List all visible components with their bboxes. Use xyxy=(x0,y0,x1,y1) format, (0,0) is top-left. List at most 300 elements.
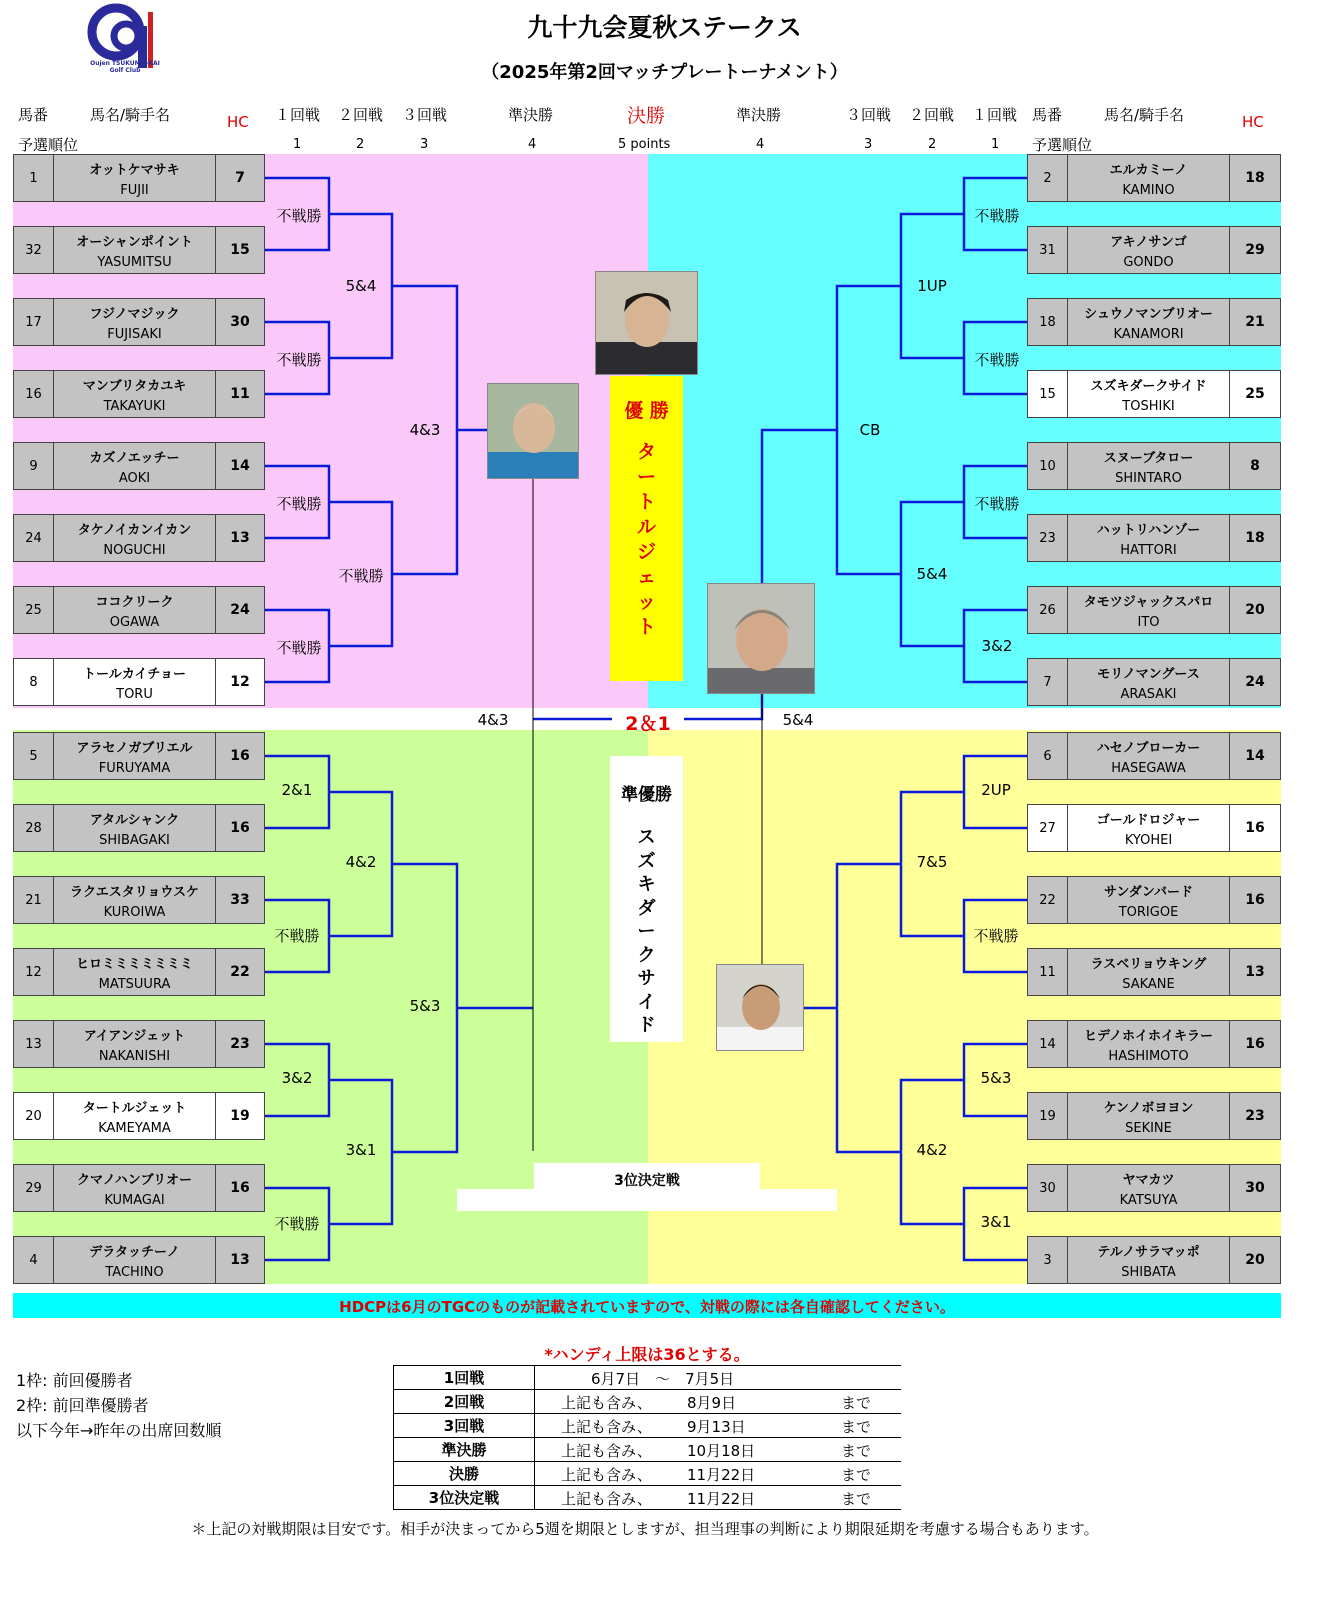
bracket-entry xyxy=(1027,442,1281,490)
header-sf-left: 準決勝 xyxy=(508,106,554,124)
horse-cell xyxy=(53,804,216,852)
seed-number: 7 xyxy=(1027,658,1068,706)
handicap: 13 xyxy=(215,1236,265,1284)
jockey-name: KYOHEI xyxy=(1124,833,1173,848)
jockey-name: SAKANE xyxy=(1122,977,1175,992)
horse-name: サンダンバード xyxy=(1103,885,1194,900)
handicap: 30 xyxy=(1229,1164,1281,1212)
name-char: ー xyxy=(636,466,656,488)
header-final: 決勝 xyxy=(627,105,666,127)
score-r3: 5&3 xyxy=(409,997,441,1015)
horse-name: ヤマカツ xyxy=(1122,1173,1175,1188)
points-r2-left: 2 xyxy=(356,137,365,152)
handicap: 24 xyxy=(215,586,265,634)
score-r1: 不戦勝 xyxy=(974,351,1020,369)
bracket-entry xyxy=(13,370,265,418)
bracket-entry xyxy=(13,154,265,202)
handicap: 7 xyxy=(215,154,265,202)
header-r3-right: ３回戦 xyxy=(846,106,892,124)
handicap: 18 xyxy=(1229,154,1281,202)
horse-name: モリノマングース xyxy=(1097,667,1200,682)
bracket-entry xyxy=(13,298,265,346)
handicap: 30 xyxy=(215,298,265,346)
horse-cell xyxy=(53,1236,216,1284)
bracket-entry xyxy=(13,876,265,924)
bracket-entry xyxy=(1027,298,1281,346)
horse-name: アタルシャンク xyxy=(89,813,180,828)
handicap: 12 xyxy=(215,658,265,706)
horse-cell xyxy=(53,298,216,346)
name-char: ダ xyxy=(637,897,656,919)
score-r2: 不戦勝 xyxy=(338,567,384,585)
horse-cell xyxy=(1067,154,1230,202)
header-hc-left: HC xyxy=(227,113,249,131)
handicap: 33 xyxy=(215,876,265,924)
name-char: サ xyxy=(637,968,656,989)
score-r1: 不戦勝 xyxy=(276,351,322,369)
seed-number: 3 xyxy=(1027,1236,1068,1284)
bracket-line xyxy=(684,694,762,719)
schedule-table xyxy=(393,1365,901,1510)
seed-number: 30 xyxy=(1027,1164,1068,1212)
jockey-name: SEKINE xyxy=(1125,1121,1172,1136)
score-r1: 不戦勝 xyxy=(973,927,1019,945)
schedule-prefix: 上記も含み、 xyxy=(561,1466,652,1484)
schedule-round: 準決勝 xyxy=(394,1438,535,1462)
seed-number: 27 xyxy=(1027,804,1068,852)
schedule-row xyxy=(394,1390,902,1414)
horse-cell xyxy=(1067,658,1230,706)
page-title: 九十九会夏秋ステークス xyxy=(527,13,802,42)
score-final: 2＆1 xyxy=(625,713,671,735)
horse-cell xyxy=(1067,226,1230,274)
seed-number: 4 xyxy=(13,1236,54,1284)
header-rank-left: 予選順位 xyxy=(18,136,79,154)
header-rank-right: 予選順位 xyxy=(1032,136,1093,154)
jockey-name: FURUYAMA xyxy=(98,761,171,776)
bracket-entry xyxy=(13,658,265,706)
jockey-name: ITO xyxy=(1137,615,1160,630)
jockey-name: HASEGAWA xyxy=(1111,761,1186,776)
schedule-prefix: 上記も含み、 xyxy=(561,1442,652,1460)
horse-cell xyxy=(1067,804,1230,852)
third-place-label: 3位決定戦 xyxy=(614,1173,680,1189)
jockey-name: SHIBATA xyxy=(1121,1265,1176,1280)
name-char: ッ xyxy=(636,591,656,613)
header-hc-right: HC xyxy=(1242,113,1264,131)
horse-name: ヒデノホイホイキラー xyxy=(1083,1029,1214,1044)
horse-name: テルノサラマッポ xyxy=(1097,1245,1200,1260)
name-char: ク xyxy=(637,944,656,966)
handicap: 16 xyxy=(1229,804,1281,852)
jockey-name: KUMAGAI xyxy=(104,1193,165,1208)
handicap: 8 xyxy=(1229,442,1281,490)
jockey-name: AOKI xyxy=(118,471,151,486)
schedule-detail xyxy=(535,1366,902,1390)
score-r1: 3&1 xyxy=(980,1213,1012,1231)
horse-name: ラクエスタリョウスケ xyxy=(70,885,199,900)
horse-name: シュウノマンブリオー xyxy=(1084,307,1213,322)
handicap: 13 xyxy=(1229,948,1281,996)
bracket-entry xyxy=(13,948,265,996)
handicap: 16 xyxy=(215,1164,265,1212)
jockey-name: YASUMITSU xyxy=(97,255,172,270)
horse-cell xyxy=(53,732,216,780)
schedule-prefix: 上記も含み、 xyxy=(561,1394,652,1412)
handicap: 13 xyxy=(215,514,265,562)
score-r1: 不戦勝 xyxy=(276,207,322,225)
bracket-entry xyxy=(13,514,265,562)
seed-number: 17 xyxy=(13,298,54,346)
left-note-1: 1枠: 前回優勝者 xyxy=(16,1371,133,1390)
bracket-entry xyxy=(13,732,265,780)
seed-number: 8 xyxy=(13,658,54,706)
name-char: ー xyxy=(637,921,656,942)
points-r1-left: 1 xyxy=(293,137,302,152)
jockey-name: TORU xyxy=(116,687,153,702)
bracket-entry xyxy=(1027,948,1281,996)
bracket-entry xyxy=(13,804,265,852)
name-char: ル xyxy=(636,516,656,538)
score-r1: 不戦勝 xyxy=(274,927,320,945)
photo-sf-right xyxy=(707,583,815,694)
horse-name: ヒロミミミミミミミ xyxy=(75,957,193,972)
handicap: 22 xyxy=(215,948,265,996)
jockey-name: HASHIMOTO xyxy=(1108,1049,1189,1064)
notice-text: HDCPは6月のTGCのものが記載されていますので、対戦の際には各自確認してください。 xyxy=(339,1298,955,1316)
seed-number: 26 xyxy=(1027,586,1068,634)
page-subtitle: （2025年第2回マッチプレートーナメント） xyxy=(481,62,848,83)
header-sf-right: 準決勝 xyxy=(736,106,782,124)
seed-number: 9 xyxy=(13,442,54,490)
bracket-line xyxy=(762,430,837,583)
horse-cell xyxy=(1067,298,1230,346)
bracket-line xyxy=(837,864,901,1152)
header-r2-right: ２回戦 xyxy=(909,106,955,124)
horse-cell xyxy=(53,442,216,490)
schedule-detail xyxy=(535,1414,902,1438)
horse-cell xyxy=(1067,1020,1230,1068)
bracket-entry xyxy=(1027,586,1281,634)
score-semifinal-left: 4&3 xyxy=(477,711,509,729)
seed-number: 23 xyxy=(1027,514,1068,562)
schedule-prefix: 上記も含み、 xyxy=(561,1490,652,1508)
horse-cell xyxy=(53,876,216,924)
seed-number: 11 xyxy=(1027,948,1068,996)
points-r1-right: 1 xyxy=(991,137,1000,152)
bracket-entry xyxy=(1027,1164,1281,1212)
score-r1: 不戦勝 xyxy=(276,639,322,657)
schedule-round: 2回戦 xyxy=(394,1390,535,1414)
horse-name: アラセノガブリエル xyxy=(76,741,193,756)
bracket-entry xyxy=(1027,1236,1281,1284)
horse-name: アイアンジェット xyxy=(83,1029,186,1044)
horse-name: ゴールドロジャー xyxy=(1096,813,1201,828)
jockey-name: TORIGOE xyxy=(1118,905,1179,920)
horse-cell xyxy=(53,154,216,202)
schedule-suffix: まで xyxy=(841,1466,872,1484)
seed-number: 10 xyxy=(1027,442,1068,490)
schedule-round: 3位決定戦 xyxy=(394,1486,535,1510)
horse-name: オーシャンポイント xyxy=(76,235,193,250)
header-seed-left: 馬番 xyxy=(18,106,49,124)
jockey-name: MATSUURA xyxy=(98,977,171,992)
name-char: イ xyxy=(637,991,656,1013)
handicap: 14 xyxy=(215,442,265,490)
horse-name: デラタッチーノ xyxy=(89,1245,180,1260)
seed-number: 25 xyxy=(13,586,54,634)
horse-cell xyxy=(53,658,216,706)
horse-name: スヌーブタロー xyxy=(1103,451,1194,466)
score-r1: 2&1 xyxy=(281,781,313,799)
schedule-date: 10月18日 xyxy=(687,1442,756,1460)
score-r1: 3&2 xyxy=(981,637,1013,655)
horse-cell xyxy=(53,1092,216,1140)
seed-number: 12 xyxy=(13,948,54,996)
jockey-name: KAMINO xyxy=(1122,183,1175,198)
seed-number: 18 xyxy=(1027,298,1068,346)
schedule-date: 11月22日 xyxy=(687,1466,756,1484)
bracket-entry xyxy=(13,586,265,634)
horse-cell xyxy=(1067,370,1230,418)
handicap: 16 xyxy=(1229,1020,1281,1068)
horse-cell xyxy=(1067,514,1230,562)
bracket-entry xyxy=(13,1020,265,1068)
runner-up-name xyxy=(610,826,683,1038)
schedule-row xyxy=(394,1462,902,1486)
points-final: 5 points xyxy=(618,137,671,152)
handicap: 16 xyxy=(215,804,265,852)
jockey-name: SHIBAGAKI xyxy=(99,833,170,848)
seed-number: 1 xyxy=(13,154,54,202)
photo-champion xyxy=(595,271,698,375)
schedule-date: 6月7日 ～ 7月5日 xyxy=(591,1370,735,1388)
handicap-note: *ハンディ上限は36とする。 xyxy=(544,1345,750,1364)
handicap: 29 xyxy=(1229,226,1281,274)
score-r2: 4&2 xyxy=(345,853,377,871)
schedule-round: 3回戦 xyxy=(394,1414,535,1438)
horse-cell xyxy=(1067,1092,1230,1140)
points-sf-left: 4 xyxy=(528,137,537,152)
schedule-suffix: まで xyxy=(841,1442,872,1460)
seed-number: 21 xyxy=(13,876,54,924)
horse-name: アキノサンゴ xyxy=(1110,235,1187,250)
score-r3: CB xyxy=(859,421,881,439)
left-note-3: 以下今年→昨年の出席回数順 xyxy=(16,1421,222,1440)
schedule-suffix: まで xyxy=(841,1490,872,1508)
score-r1: 3&2 xyxy=(281,1069,313,1087)
horse-name: エルカミーノ xyxy=(1109,163,1188,178)
jockey-name: TACHINO xyxy=(105,1265,164,1280)
horse-name: オットケマサキ xyxy=(89,163,180,178)
jockey-name: ARASAKI xyxy=(1120,687,1177,702)
horse-cell xyxy=(1067,948,1230,996)
schedule-date: 8月9日 xyxy=(687,1394,737,1412)
schedule-detail xyxy=(535,1462,902,1486)
horse-name: カズノエッチー xyxy=(89,451,180,466)
bracket-entry xyxy=(13,226,265,274)
schedule-detail xyxy=(535,1486,902,1510)
seed-number: 19 xyxy=(1027,1092,1068,1140)
schedule-round: 決勝 xyxy=(394,1462,535,1486)
horse-cell xyxy=(53,948,216,996)
seed-number: 5 xyxy=(13,732,54,780)
score-r2: 3&1 xyxy=(345,1141,377,1159)
header-r3-left: ３回戦 xyxy=(402,106,448,124)
jockey-name: FUJISAKI xyxy=(107,327,162,342)
handicap: 16 xyxy=(1229,876,1281,924)
handicap: 20 xyxy=(1229,1236,1281,1284)
handicap: 23 xyxy=(1229,1092,1281,1140)
third-place-box-bottom xyxy=(457,1189,837,1211)
bracket-entry xyxy=(1027,154,1281,202)
photo-sf-left xyxy=(487,383,579,479)
seed-number: 22 xyxy=(1027,876,1068,924)
name-char: ズ xyxy=(637,850,656,872)
score-r2: 5&4 xyxy=(345,277,377,295)
seed-number: 32 xyxy=(13,226,54,274)
winner-name xyxy=(610,440,683,640)
schedule-detail xyxy=(535,1390,902,1414)
score-r2: 5&4 xyxy=(916,565,948,583)
horse-cell xyxy=(53,586,216,634)
jockey-name: KATSUYA xyxy=(1119,1193,1178,1208)
horse-cell xyxy=(1067,1164,1230,1212)
bracket-entry xyxy=(13,1092,265,1140)
schedule-row xyxy=(394,1414,902,1438)
jockey-name: OGAWA xyxy=(109,615,160,630)
horse-cell xyxy=(53,370,216,418)
bracket-entry xyxy=(13,1164,265,1212)
horse-name: フジノマジック xyxy=(89,307,180,322)
horse-name: スズキダークサイド xyxy=(1090,379,1207,394)
header-r1-right: １回戦 xyxy=(972,106,1018,124)
handicap: 11 xyxy=(215,370,265,418)
horse-name: ケンノボヨヨン xyxy=(1103,1101,1194,1116)
horse-cell xyxy=(53,1164,216,1212)
jockey-name: SHINTARO xyxy=(1115,471,1182,486)
winner-label: 優 勝 xyxy=(624,400,669,422)
header-name-right: 馬名/騎手名 xyxy=(1104,106,1185,124)
schedule-date: 9月13日 xyxy=(687,1418,746,1436)
score-r1: 不戦勝 xyxy=(274,1215,320,1233)
bracket-entry xyxy=(13,1236,265,1284)
horse-name: ハットリハンゾー xyxy=(1096,523,1201,538)
seed-number: 15 xyxy=(1027,370,1068,418)
seed-number: 31 xyxy=(1027,226,1068,274)
handicap: 15 xyxy=(215,226,265,274)
handicap: 16 xyxy=(215,732,265,780)
score-r1: 不戦勝 xyxy=(974,207,1020,225)
horse-cell xyxy=(53,1020,216,1068)
jockey-name: GONDO xyxy=(1123,255,1174,270)
handicap: 21 xyxy=(1229,298,1281,346)
bracket-entry xyxy=(1027,226,1281,274)
points-r3-left: 3 xyxy=(420,137,429,152)
name-char: ス xyxy=(637,827,656,848)
name-char: ト xyxy=(636,491,656,513)
score-r1: 2UP xyxy=(981,781,1011,799)
schedule-row xyxy=(394,1438,902,1462)
jockey-name: HATTORI xyxy=(1120,543,1177,558)
horse-name: タートルジェット xyxy=(82,1101,187,1116)
schedule-detail xyxy=(535,1438,902,1462)
score-r1: 5&3 xyxy=(980,1069,1012,1087)
horse-name: ハセノブローカー xyxy=(1096,741,1201,756)
score-r1: 不戦勝 xyxy=(974,495,1020,513)
jockey-name: NAKANISHI xyxy=(98,1049,171,1064)
horse-cell xyxy=(53,226,216,274)
handicap: 24 xyxy=(1229,658,1281,706)
bracket-entry xyxy=(1027,1020,1281,1068)
header-seed-right: 馬番 xyxy=(1032,106,1063,124)
bracket-entry xyxy=(1027,514,1281,562)
horse-name: ココクリーク xyxy=(95,595,174,610)
bracket-entry xyxy=(1027,370,1281,418)
name-char: キ xyxy=(637,874,656,895)
handicap: 25 xyxy=(1229,370,1281,418)
jockey-name: TAKAYUKI xyxy=(103,399,166,414)
jockey-name: KAMEYAMA xyxy=(98,1121,171,1136)
runner-up-label: 準優勝 xyxy=(621,785,672,805)
seed-number: 14 xyxy=(1027,1020,1068,1068)
handicap: 19 xyxy=(215,1092,265,1140)
horse-cell xyxy=(1067,1236,1230,1284)
jockey-name: TOSHIKI xyxy=(1122,399,1175,414)
points-r2-right: 2 xyxy=(928,137,937,152)
jockey-name: KANAMORI xyxy=(1113,327,1184,342)
name-char: ド xyxy=(637,1015,656,1036)
bracket-entry xyxy=(13,442,265,490)
score-r2: 7&5 xyxy=(916,853,948,871)
jockey-name: NOGUCHI xyxy=(103,543,166,558)
left-note-2: 2枠: 前回準優勝者 xyxy=(16,1396,149,1415)
schedule-row xyxy=(394,1486,902,1510)
jockey-name: KUROIWA xyxy=(103,905,166,920)
seed-number: 2 xyxy=(1027,154,1068,202)
score-r3: 4&3 xyxy=(409,421,441,439)
horse-cell xyxy=(1067,732,1230,780)
header-name-left: 馬名/騎手名 xyxy=(90,106,171,124)
schedule-date: 11月22日 xyxy=(687,1490,756,1508)
schedule-prefix: 上記も含み、 xyxy=(561,1418,652,1436)
bracket-entry xyxy=(1027,732,1281,780)
footer-note: ＊上記の対戦期限は目安です。相手が決まってから5週を期限としますが、担当理事の判断により期限延期を考慮する場合もあります。 xyxy=(191,1520,1099,1538)
horse-name: タケノイカンイカン xyxy=(77,523,192,538)
schedule-suffix: まで xyxy=(841,1394,872,1412)
name-char: ェ xyxy=(636,566,656,588)
points-sf-right: 4 xyxy=(756,137,765,152)
seed-number: 24 xyxy=(13,514,54,562)
horse-name: ラスベリョウキング xyxy=(1090,957,1207,972)
score-r1: 不戦勝 xyxy=(276,495,322,513)
bracket-entry xyxy=(1027,876,1281,924)
seed-number: 29 xyxy=(13,1164,54,1212)
handicap: 14 xyxy=(1229,732,1281,780)
header-r2-left: ２回戦 xyxy=(338,106,384,124)
horse-cell xyxy=(53,514,216,562)
horse-name: トールカイチョー xyxy=(83,667,186,682)
score-semifinal-right: 5&4 xyxy=(782,711,814,729)
bracket-entry xyxy=(1027,658,1281,706)
photo-runner-up xyxy=(716,964,804,1051)
score-r2: 4&2 xyxy=(916,1141,948,1159)
seed-number: 6 xyxy=(1027,732,1068,780)
horse-name: クマノハンブリオー xyxy=(77,1173,192,1188)
horse-cell xyxy=(1067,442,1230,490)
horse-name: タモツジャックスパロ xyxy=(1083,595,1214,610)
name-char: ト xyxy=(636,616,656,638)
